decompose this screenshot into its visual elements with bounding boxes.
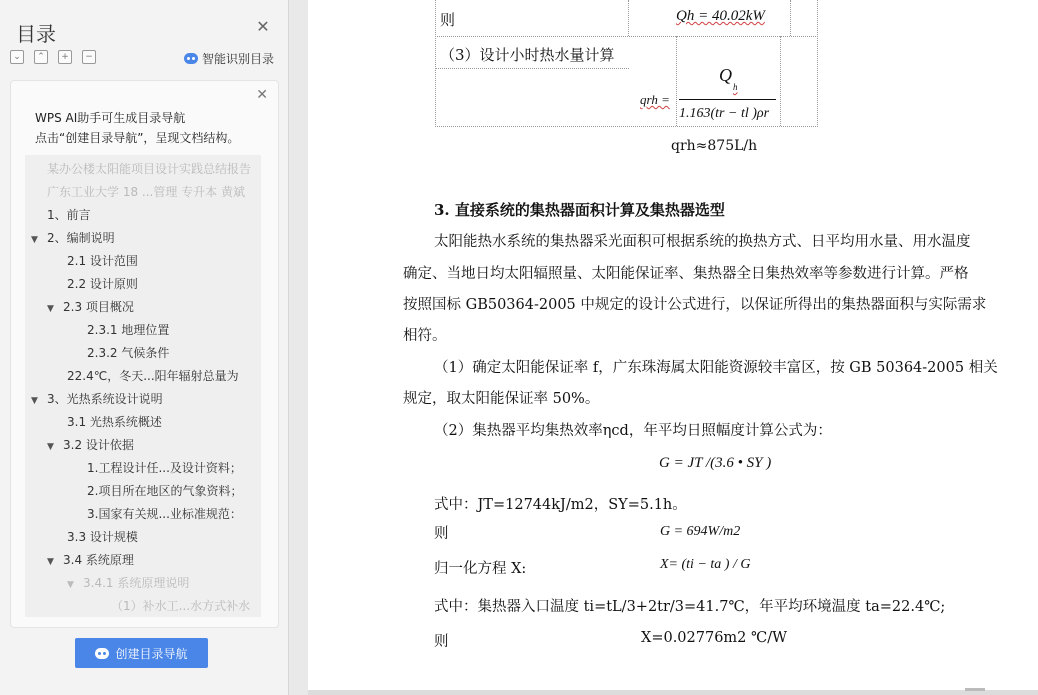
toc-item-label: 广东工业大学 18 ...管理 专升本 黄斌: [47, 185, 245, 199]
toc-item-label: 2.项目所在地区的气象资料；: [87, 484, 243, 498]
ai-bot-icon: [184, 53, 198, 64]
toc-item[interactable]: [47, 297, 134, 317]
toc-item[interactable]: [111, 596, 250, 616]
close-icon[interactable]: ✕: [256, 17, 270, 36]
toc-toolbar: [10, 50, 96, 66]
toc-item-label: 某办公楼太阳能项目设计实践总结报告: [47, 162, 252, 176]
ai-bot-icon: [95, 648, 109, 659]
add-level-icon[interactable]: +: [58, 50, 72, 64]
table-divider: [676, 36, 677, 126]
toc-item-label: 1、前言: [47, 208, 91, 222]
then-label-1: 则: [434, 526, 449, 542]
g-value: G = 694W/m2: [660, 524, 741, 539]
where-line-1: 式中：JT=12744kJ/m2，SY=5.1h。: [434, 497, 687, 513]
toc-item[interactable]: [67, 366, 239, 386]
toc-item[interactable]: [47, 205, 91, 225]
paragraph-line: 按照国标 GB50364-2005 中规定的设计公式进行，以保证所得出的集热器面积与实际需求: [403, 297, 987, 313]
toc-item-label: 2.3.1 地理位置: [87, 323, 170, 337]
smart-toc-button[interactable]: [184, 50, 274, 67]
toc-item[interactable]: [31, 228, 115, 248]
paragraph-line: 相符。: [403, 328, 447, 344]
qrh-result: qrh≈875L/h: [671, 138, 758, 154]
toc-item-label: 1.工程设计任...及设计资料；: [87, 461, 242, 475]
fraction-numerator-sub: h: [733, 82, 738, 92]
toc-item-label: 22.4℃，冬天...阳年辐射总量为: [67, 369, 239, 383]
create-toc-button[interactable]: [75, 638, 208, 668]
chevron-down-icon[interactable]: ▼: [47, 304, 54, 314]
paragraph-line: （1）确定太阳能保证率 f，广东珠海属太阳能资源较丰富区，按 GB 50364-2005 相关: [434, 360, 998, 376]
x-value: X=0.02776m2 ℃/W: [641, 630, 788, 646]
toc-item[interactable]: [67, 274, 138, 294]
toc-item[interactable]: [67, 412, 162, 432]
formula-g: G = JT /(3.6 • SY ): [659, 455, 772, 471]
then-label-2: 则: [434, 634, 449, 650]
fraction-denominator: 1.163(tr − tl )ρr: [679, 106, 770, 121]
toc-item-label: 3.4 系统原理: [63, 553, 134, 567]
toc-item[interactable]: [67, 527, 138, 547]
fraction-numerator: Q: [719, 65, 732, 85]
toc-item[interactable]: [87, 504, 242, 524]
toc-preview-list: [25, 155, 261, 617]
table-divider: [435, 68, 629, 69]
toc-item-label: 2.1 设计范围: [67, 254, 138, 268]
create-toc-label: 创建目录导航: [115, 646, 188, 661]
toc-item[interactable]: [47, 435, 134, 455]
normalize-label: 归一化方程 X:: [434, 561, 527, 577]
paragraph-line: 太阳能热水系统的集热器采光面积可根据系统的换热方式、日平均用水量、用水温度: [434, 234, 971, 250]
toc-item-label: 3.1 光热系统概述: [67, 415, 162, 429]
toc-item-label: （1）补水工...水方式补水: [111, 599, 251, 613]
table-divider: [790, 0, 791, 36]
card-line-2: 点击“创建目录导航”，呈现文档结构。: [35, 131, 240, 145]
toc-item-label: 2.3.2 气候条件: [87, 346, 170, 360]
card-line-1: WPS AI助手可生成目录导航: [35, 111, 186, 125]
qh-formula: Qh = 40.02kW: [676, 8, 765, 24]
table-divider: [435, 36, 816, 37]
toc-item[interactable]: [67, 251, 138, 271]
remove-level-icon[interactable]: −: [82, 50, 96, 64]
toc-item[interactable]: [87, 481, 242, 501]
toc-item-label: 3.4.1 系统原理说明: [83, 576, 190, 590]
toc-item-label: 3、光热系统设计说明: [47, 392, 163, 406]
toc-item-label: 2.2 设计原则: [67, 277, 138, 291]
toc-item-label: 2.3 项目概况: [63, 300, 134, 314]
fraction-lhs: qrh =: [640, 92, 670, 107]
card-close-icon[interactable]: ✕: [256, 87, 268, 103]
toc-item[interactable]: [47, 159, 251, 179]
paragraph-line: 规定，取太阳能保证率 50%。: [403, 391, 600, 407]
smart-toc-label: 智能识别目录: [201, 52, 274, 66]
toc-sidebar: [0, 0, 289, 695]
chevron-down-icon[interactable]: ▼: [67, 580, 74, 590]
page-gap: [308, 690, 1038, 695]
chevron-down-icon[interactable]: ▼: [47, 557, 54, 567]
table-divider: [628, 0, 629, 36]
expand-down-icon[interactable]: ⌄: [10, 50, 24, 64]
toc-item-label: 3.2 设计依据: [63, 438, 134, 452]
toc-item[interactable]: [47, 550, 134, 570]
section-heading: 3. 直接系统的集热器面积计算及集热器选型: [434, 201, 725, 219]
chevron-down-icon[interactable]: ▼: [31, 396, 38, 406]
chevron-down-icon[interactable]: ▼: [31, 235, 38, 245]
toc-item-label: 3.3 设计规模: [67, 530, 138, 544]
chevron-down-icon[interactable]: ▼: [47, 442, 54, 452]
paragraph-line: 确定、当地日均太阳辐照量、太阳能保证率、集热器全日集热效率等参数进行计算。严格: [403, 266, 969, 282]
sidebar-title: 目录: [16, 22, 56, 46]
collapse-up-icon[interactable]: ⌃: [34, 50, 48, 64]
horizontal-scrollbar[interactable]: [965, 688, 985, 691]
fraction-bar: [679, 99, 776, 100]
toc-item[interactable]: [47, 182, 245, 202]
table-divider: [780, 36, 781, 126]
toc-item-label: 3.国家有关规...业标准规范：: [87, 507, 242, 521]
toc-item[interactable]: [87, 343, 169, 363]
toc-item-label: 2、编制说明: [47, 231, 115, 245]
ai-toc-card: [10, 80, 279, 628]
toc-item[interactable]: [87, 320, 169, 340]
toc-item[interactable]: [67, 573, 189, 593]
toc-item[interactable]: [31, 389, 163, 409]
table-section-label: （3）设计小时热水量计算: [440, 46, 615, 64]
paragraph-line: （2）集热器平均集热效率ηcd，年平均日照幅度计算公式为：: [434, 423, 832, 439]
table-then-label: 则: [440, 11, 456, 29]
normalize-formula: X= (ti − ta ) / G: [660, 557, 751, 572]
toc-item[interactable]: [87, 458, 242, 478]
where-line-2: 式中：集热器入口温度 ti=tL/3+2tr/3=41.7℃，年平均环境温度 ta=22.4℃;: [434, 599, 946, 615]
